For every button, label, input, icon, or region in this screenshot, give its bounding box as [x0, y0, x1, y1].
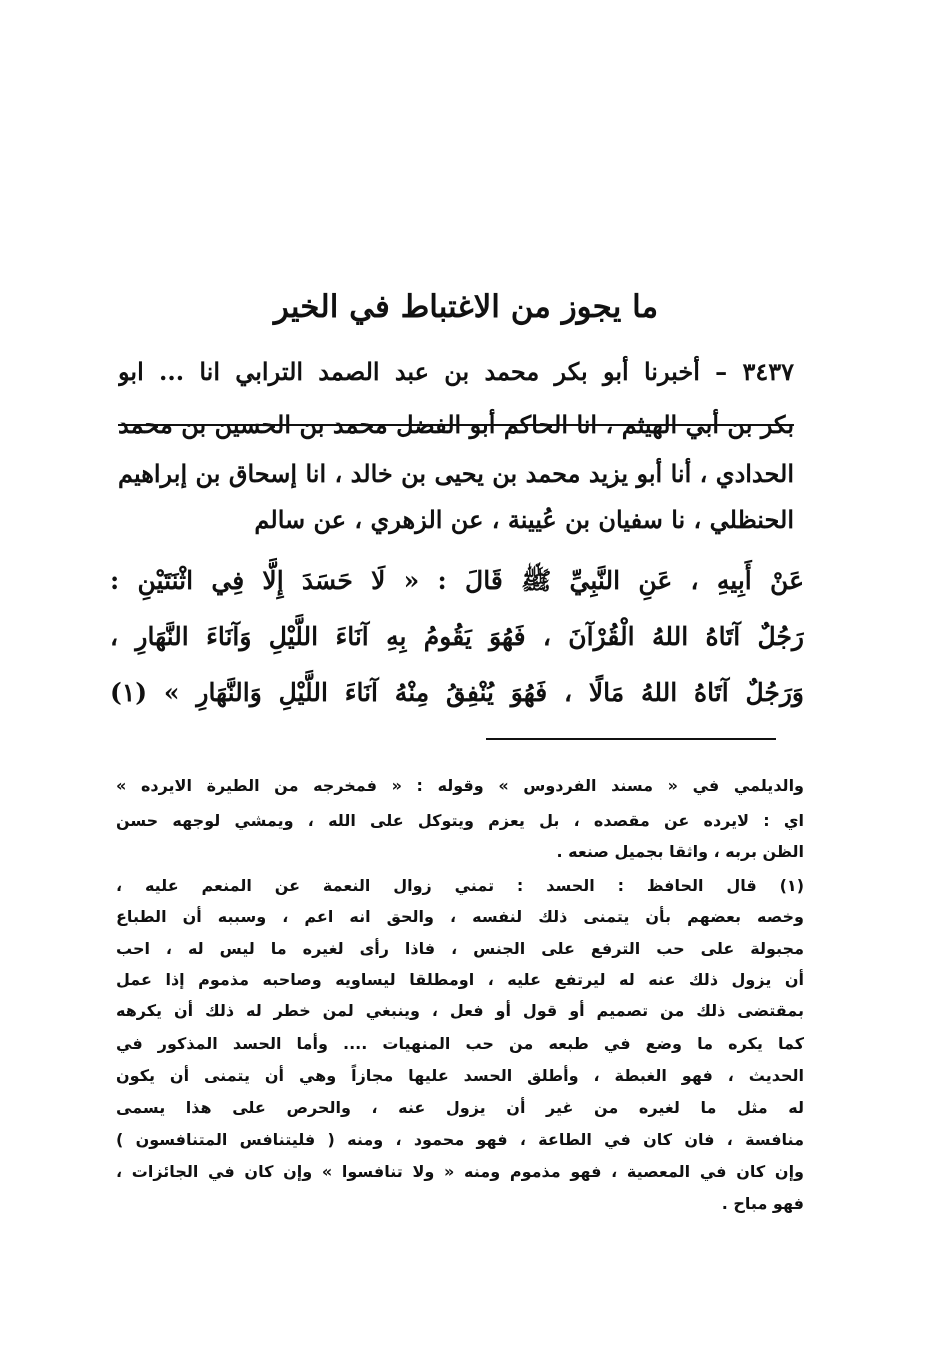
footnote-separator [486, 738, 776, 740]
chapter-title: ما يجوز من الاغتباط في الخير [273, 289, 659, 325]
footnote-line: مجبولة على حب الترفع على الجنس ، فاذا رأى لغيره ما ليس له ، احب [116, 939, 804, 958]
footnote-line: فهو مباح . [721, 1194, 804, 1213]
footnote-line: له مثل ما لغيره من غير أن يزول عنه ، والحرص على هذا يسمى [116, 1098, 804, 1117]
footnote-line: منافسة ، فان كان في الطاعة ، فهو محمود ، ومنه ( فليتنافس المتنافسون ) [116, 1130, 804, 1149]
isnad-line: الحنظلي ، نا سفيان بن عُيينة ، عن الزهري ، عن سالم [254, 505, 794, 534]
footnote-line: الظن بربه ، واثقا بجميل صنعه . [556, 842, 804, 861]
footnote-line: بمقتضى ذلك من تصميم أو قول أو فعل ، وينبغي لمن خطر له ذلك أن يكرهه [116, 1001, 804, 1020]
isnad-line: الحدادي ، أنا أبو يزيد محمد بن يحيى بن خالد ، انا إسحاق بن إبراهيم [118, 459, 794, 488]
hadith-line: عَنْ أَبِيهِ ، عَنِ النَّبِيِّ ﷺ قَالَ : « لَا حَسَدَ إِلَّا فِي اثْنَتَيْنِ : [110, 566, 804, 595]
footnote-line: أن يزول ذلك عنه له ليرتفع عليه ، اومطلقا ليساويه وصاحبه مذموم إذا عمل [116, 970, 804, 989]
hadith-line: وَرَجُلٌ آتَاهُ اللهُ مَالًا ، فَهُوَ يُنْفِقُ مِنْهُ آنَاءَ اللَّيْلِ وَالنَّهَارِ » (١) [110, 678, 804, 707]
footnote-line: الحديث ، فهو الغبطة ، وأطلق الحسد عليها مجازاً وهي أن يتمنى أن يكون [116, 1066, 804, 1085]
footnote-line: كما يكره ما وضع في طبعه من حب المنهيات .... وأما الحسد المذكور في [116, 1034, 804, 1053]
footnote-line: اي : لايرده عن مقصده ، بل يعزم ويتوكل على الله ، ويمشي لوجهه حسن [116, 811, 804, 830]
footnote-line: وإن كان في المعصية ، فهو مذموم ومنه « ولا تنافسوا » وإن كان في الجائزات ، [116, 1162, 804, 1181]
footnote-line: (١) قال الحافظ : الحسد : تمني زوال النعمة عن المنعم عليه ، [116, 876, 804, 895]
footnote-line: والديلمي في « مسند الفردوس » وقوله : « فمخرجه من الطيرة الايرده » [116, 776, 804, 795]
isnad-line: ٣٤٣٧ – أخبرنا أبو بكر محمد بن عبد الصمد الترابي انا ... ابو [118, 357, 794, 386]
footnote-line: وخصه بعضهم بأن يتمنى ذلك لنفسه ، والحق انه اعم ، وسببه أن الطباع [116, 907, 804, 926]
hadith-line: رَجُلٌ آتَاهُ اللهُ الْقُرْآنَ ، فَهُوَ يَقُومُ بِهِ آنَاءَ اللَّيْلِ وَآنَاءَ النَّهَارِ ، [110, 622, 804, 651]
isnad-line: بكر بن أبي الهيثم ، انا الحاكم أبو الفضل محمد بن الحسين بن محمد [118, 410, 794, 439]
